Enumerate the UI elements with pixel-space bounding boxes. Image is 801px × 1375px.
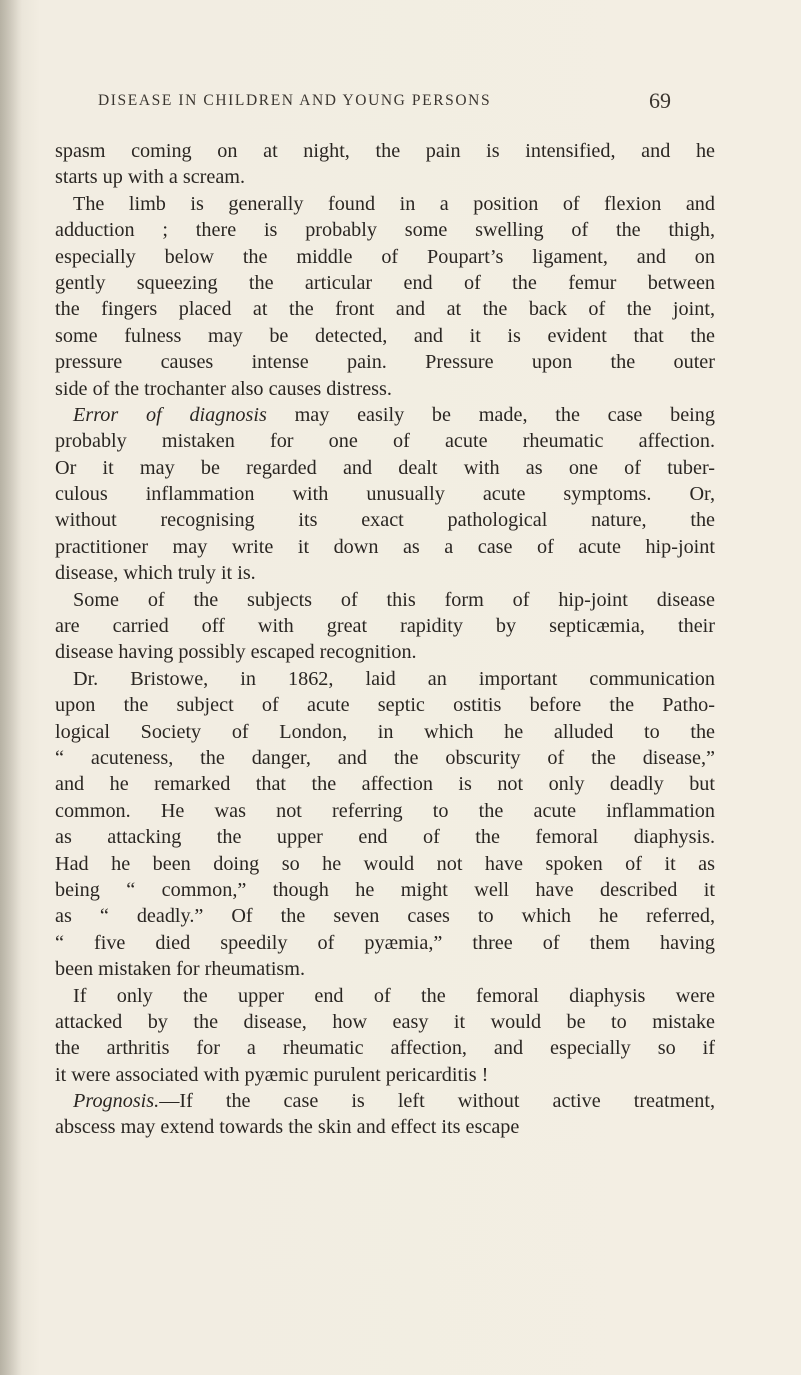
running-head	[0, 88, 801, 118]
text-line: disease having possibly escaped recognition.	[55, 641, 417, 664]
text-line: disease, which truly it is.	[55, 562, 256, 585]
text-line: are carried off with great rapidity by septicæmia, their	[55, 615, 715, 638]
text-line: The limb is generally found in a position of flexion and	[73, 192, 715, 215]
text-line: “ acuteness, the danger, and the obscurity of the disease,”	[55, 746, 715, 769]
text-run: may easily be made, the case being	[266, 403, 715, 426]
text-line: culous inflammation with unusually acute symptoms. Or,	[55, 483, 715, 506]
text-line: it were associated with pyæmic purulent pericarditis !	[55, 1063, 489, 1086]
page-number: 69	[649, 88, 671, 113]
text-line: common. He was not referring to the acute inflammation	[55, 799, 715, 822]
running-title: DISEASE IN CHILDREN AND YOUNG PERSONS	[98, 92, 492, 109]
text-line	[55, 1088, 715, 1114]
prognosis-heading: Prognosis.	[73, 1090, 160, 1113]
text-line: “ five died speedily of pyæmia,” three of them having	[55, 931, 715, 954]
text-line: being “ common,” though he might well have described it	[55, 878, 715, 901]
text-line: adduction ; there is probably some swelling of the thigh,	[55, 219, 715, 242]
text-line: Some of the subjects of this form of hip-joint disease	[73, 588, 715, 611]
text-line: pressure causes intense pain. Pressure upon the outer	[55, 351, 715, 374]
text-line: attacked by the disease, how easy it would be to mistake	[55, 1010, 715, 1033]
text-line: logical Society of London, in which he alluded to the	[55, 720, 715, 743]
text-line	[55, 402, 715, 428]
text-line: practitioner may write it down as a case of acute hip-joint	[55, 535, 715, 558]
text-line: some fulness may be detected, and it is evident that the	[55, 324, 715, 347]
text-line: If only the upper end of the femoral diaphysis were	[73, 984, 715, 1007]
text-line: starts up with a scream.	[55, 166, 246, 189]
text-line: as attacking the upper end of the femoral diaphysis.	[55, 826, 715, 849]
text-line: Or it may be regarded and dealt with as one of tuber-	[55, 456, 715, 479]
text-line: probably mistaken for one of acute rheumatic affection.	[55, 430, 715, 453]
text-line: side of the trochanter also causes distress.	[55, 377, 392, 400]
text-line: Dr. Bristowe, in 1862, laid an important communication	[73, 667, 715, 690]
text-line: gently squeezing the articular end of the femur between	[55, 271, 715, 294]
text-line: Had he been doing so he would not have spoken of it as	[55, 852, 715, 875]
text-line: the arthritis for a rheumatic affection, and especially so if	[55, 1037, 715, 1060]
gutter-shadow	[0, 0, 22, 1375]
text-line: and he remarked that the affection is not only deadly but	[55, 773, 715, 796]
text-run: —If the case is left without active treatment,	[159, 1090, 715, 1113]
body-text	[55, 138, 715, 1141]
text-line: abscess may extend towards the skin and effect its escape	[55, 1116, 520, 1139]
text-line: without recognising its exact pathological nature, the	[55, 509, 715, 532]
text-line: as “ deadly.” Of the seven cases to which he referred,	[55, 905, 715, 928]
error-of-diagnosis-heading: Error of diagnosis	[73, 403, 267, 426]
text-line: spasm coming on at night, the pain is intensified, and he	[55, 140, 715, 162]
text-line: the fingers placed at the front and at the back of the joint,	[55, 298, 715, 321]
text-line: been mistaken for rheumatism.	[55, 958, 306, 981]
text-line: upon the subject of acute septic ostitis before the Patho-	[55, 694, 715, 717]
text-line: especially below the middle of Poupart’s ligament, and on	[55, 245, 715, 268]
